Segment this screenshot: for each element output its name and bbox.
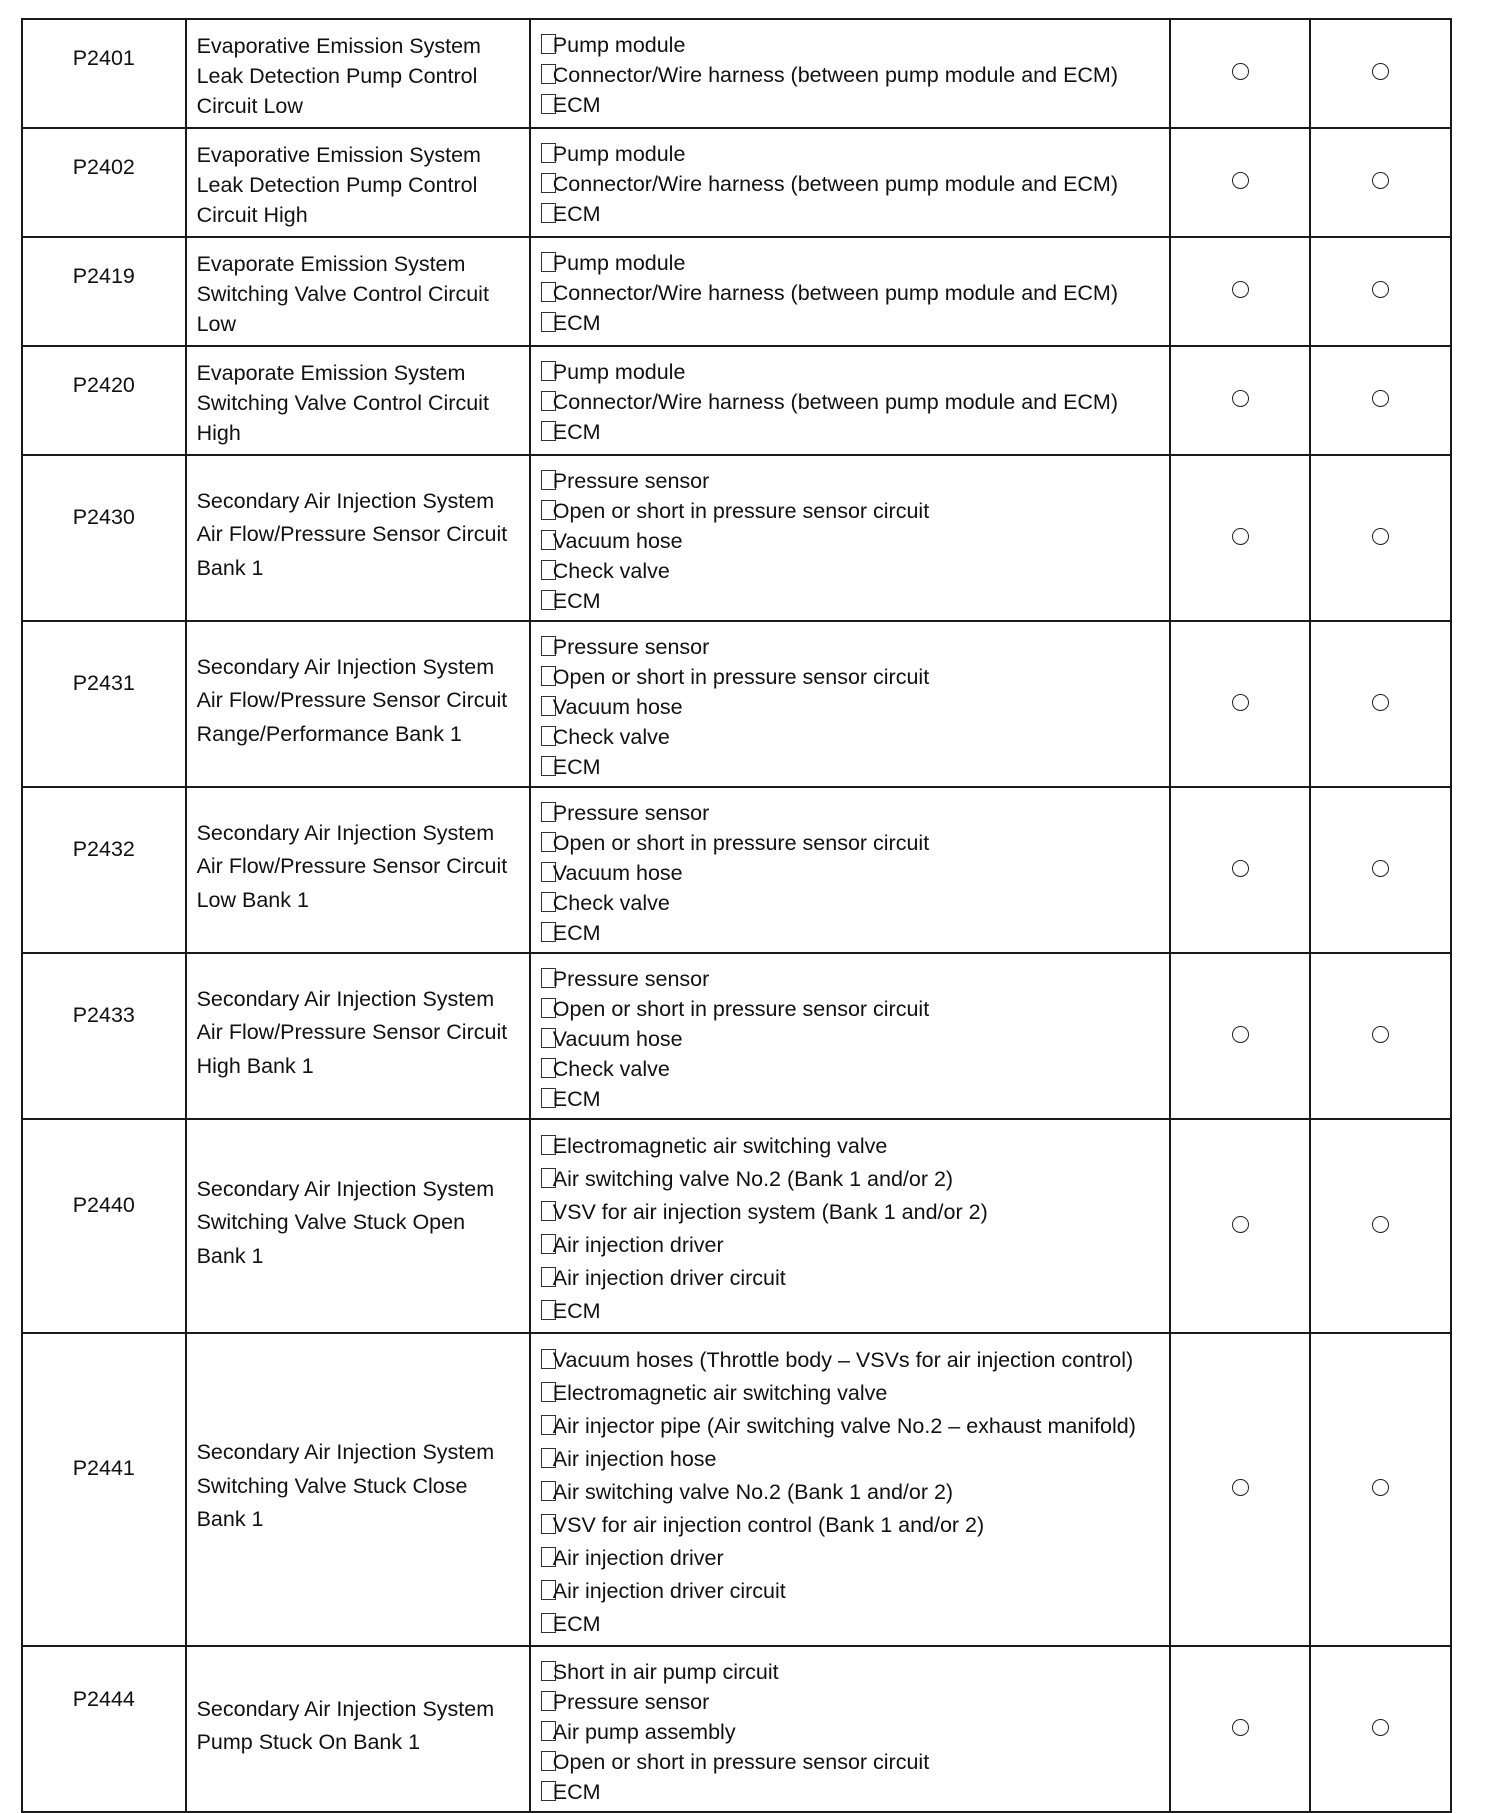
trouble-area-item: Short in air pump circuit <box>541 1657 1163 1687</box>
dtc-code: P2433 <box>22 953 186 1119</box>
dtc-name-line: Pump Stuck On Bank 1 <box>196 1730 421 1754</box>
mark-cell-1 <box>1170 455 1310 621</box>
mark-cell-1 <box>1170 19 1310 128</box>
dtc-detection-item <box>186 787 530 953</box>
dtc-name-line: Secondary Air Injection System <box>196 1176 495 1201</box>
trouble-area-item: ECM <box>541 1608 1163 1641</box>
mark-cell-1 <box>1170 346 1310 455</box>
trouble-area-list <box>530 621 1170 787</box>
trouble-area-list <box>530 953 1170 1119</box>
trouble-area-item: Open or short in pressure sensor circuit <box>541 662 1163 692</box>
dtc-detection-item <box>186 455 530 621</box>
trouble-area-item: Connector/Wire harness (between pump module and ECM) <box>541 387 1163 417</box>
table-row <box>22 787 1451 953</box>
dtc-table <box>21 18 1452 1813</box>
dtc-name-line: Circuit High <box>196 203 308 227</box>
mark-cell-2 <box>1310 787 1451 953</box>
circle-mark-icon <box>1372 1479 1389 1496</box>
trouble-area-item: ECM <box>541 1777 1163 1807</box>
circle-mark-icon <box>1372 860 1389 877</box>
trouble-area-item: Check valve <box>541 556 1163 586</box>
trouble-area-item: VSV for air injection system (Bank 1 and/or 2) <box>541 1196 1163 1229</box>
trouble-area-item: Vacuum hose <box>541 526 1163 556</box>
mark-cell-2 <box>1310 953 1451 1119</box>
trouble-area-list <box>530 1119 1170 1333</box>
table-row <box>22 237 1451 346</box>
dtc-name-line: Evaporate Emission System <box>196 252 466 276</box>
table-row <box>22 1646 1451 1812</box>
dtc-name-line: Evaporate Emission System <box>196 361 466 385</box>
dtc-name-line: Circuit Low <box>196 94 303 118</box>
trouble-area-item: Pressure sensor <box>541 964 1163 994</box>
dtc-name-line: Air Flow/Pressure Sensor Circuit <box>196 854 508 879</box>
trouble-area-item: Pump module <box>541 357 1163 387</box>
trouble-area-item: Pressure sensor <box>541 798 1163 828</box>
dtc-name-line: Air Flow/Pressure Sensor Circuit <box>196 522 508 547</box>
dtc-code: P2401 <box>22 19 186 128</box>
dtc-detection-item <box>186 1119 530 1333</box>
mark-cell-2 <box>1310 128 1451 237</box>
circle-mark-icon <box>1232 172 1249 189</box>
dtc-detection-item <box>186 1333 530 1646</box>
trouble-area-item: Check valve <box>541 1054 1163 1084</box>
dtc-code: P2440 <box>22 1119 186 1333</box>
table-row <box>22 1333 1451 1646</box>
circle-mark-icon <box>1372 1719 1389 1736</box>
circle-mark-icon <box>1232 281 1249 298</box>
circle-mark-icon <box>1232 63 1249 80</box>
dtc-code: P2431 <box>22 621 186 787</box>
dtc-name-line: Air Flow/Pressure Sensor Circuit <box>196 1020 508 1045</box>
trouble-area-item: Pump module <box>541 248 1163 278</box>
circle-mark-icon <box>1372 172 1389 189</box>
circle-mark-icon <box>1232 390 1249 407</box>
dtc-detection-item <box>186 237 530 346</box>
dtc-name-line: Low <box>196 312 237 336</box>
trouble-area-list <box>530 455 1170 621</box>
trouble-area-item: ECM <box>541 1084 1163 1114</box>
trouble-area-item: ECM <box>541 417 1163 447</box>
trouble-area-list <box>530 128 1170 237</box>
dtc-name-line: Secondary Air Injection System <box>196 1440 495 1465</box>
trouble-area-item: Electromagnetic air switching valve <box>541 1377 1163 1410</box>
trouble-area-item: Open or short in pressure sensor circuit <box>541 496 1163 526</box>
mark-cell-1 <box>1170 128 1310 237</box>
circle-mark-icon <box>1232 528 1249 545</box>
trouble-area-list <box>530 1646 1170 1812</box>
trouble-area-item: Connector/Wire harness (between pump module and ECM) <box>541 60 1163 90</box>
dtc-detection-item <box>186 19 530 128</box>
dtc-code: P2419 <box>22 237 186 346</box>
table-row <box>22 19 1451 128</box>
dtc-table-body <box>22 19 1451 1812</box>
mark-cell-1 <box>1170 1333 1310 1646</box>
trouble-area-item: Air injection driver <box>541 1542 1163 1575</box>
dtc-detection-item <box>186 346 530 455</box>
dtc-code: P2430 <box>22 455 186 621</box>
dtc-name-line: High Bank 1 <box>196 1053 314 1078</box>
trouble-area-item: Open or short in pressure sensor circuit <box>541 994 1163 1024</box>
trouble-area-item: ECM <box>541 90 1163 120</box>
dtc-name-line: Low Bank 1 <box>196 887 309 912</box>
mark-cell-1 <box>1170 237 1310 346</box>
circle-mark-icon <box>1232 1719 1249 1736</box>
dtc-name-line: Evaporative Emission System <box>196 143 481 167</box>
dtc-name-line: Secondary Air Injection System <box>196 1696 495 1721</box>
dtc-name-line: Secondary Air Injection System <box>196 820 495 845</box>
trouble-area-list <box>530 787 1170 953</box>
table-row <box>22 621 1451 787</box>
table-row <box>22 455 1451 621</box>
trouble-area-item: ECM <box>541 308 1163 338</box>
dtc-name-line: Switching Valve Stuck Close <box>196 1473 468 1498</box>
dtc-detection-item <box>186 621 530 787</box>
trouble-area-item: ECM <box>541 752 1163 782</box>
trouble-area-item: Pressure sensor <box>541 466 1163 496</box>
trouble-area-item: Vacuum hose <box>541 1024 1163 1054</box>
dtc-name-line: Switching Valve Stuck Open <box>196 1210 466 1235</box>
mark-cell-1 <box>1170 953 1310 1119</box>
mark-cell-2 <box>1310 455 1451 621</box>
trouble-area-item: ECM <box>541 586 1163 616</box>
trouble-area-item: Vacuum hose <box>541 692 1163 722</box>
table-row <box>22 1119 1451 1333</box>
circle-mark-icon <box>1372 528 1389 545</box>
circle-mark-icon <box>1372 63 1389 80</box>
trouble-area-item: Check valve <box>541 888 1163 918</box>
mark-cell-1 <box>1170 787 1310 953</box>
trouble-area-item: VSV for air injection control (Bank 1 and/or 2) <box>541 1509 1163 1542</box>
circle-mark-icon <box>1372 1026 1389 1043</box>
trouble-area-item: Vacuum hoses (Throttle body – VSVs for air injection control) <box>541 1344 1163 1377</box>
mark-cell-2 <box>1310 621 1451 787</box>
circle-mark-icon <box>1232 1216 1249 1233</box>
mark-cell-2 <box>1310 1119 1451 1333</box>
trouble-area-item: Air injection driver circuit <box>541 1262 1163 1295</box>
table-row <box>22 953 1451 1119</box>
dtc-code: P2444 <box>22 1646 186 1812</box>
trouble-area-item: Pressure sensor <box>541 632 1163 662</box>
trouble-area-item: Air injection driver <box>541 1229 1163 1262</box>
trouble-area-list <box>530 19 1170 128</box>
trouble-area-item: ECM <box>541 918 1163 948</box>
trouble-area-list <box>530 346 1170 455</box>
dtc-name-line: Range/Performance Bank 1 <box>196 721 462 746</box>
dtc-code: P2432 <box>22 787 186 953</box>
circle-mark-icon <box>1372 390 1389 407</box>
dtc-name-line: Secondary Air Injection System <box>196 654 495 679</box>
dtc-name-line: High <box>196 421 241 445</box>
table-row <box>22 128 1451 237</box>
dtc-detection-item <box>186 953 530 1119</box>
dtc-code: P2420 <box>22 346 186 455</box>
trouble-area-item: ECM <box>541 1295 1163 1328</box>
dtc-code: P2441 <box>22 1333 186 1646</box>
circle-mark-icon <box>1372 281 1389 298</box>
mark-cell-1 <box>1170 621 1310 787</box>
mark-cell-2 <box>1310 1333 1451 1646</box>
trouble-area-list <box>530 237 1170 346</box>
dtc-name-line: Air Flow/Pressure Sensor Circuit <box>196 688 508 713</box>
trouble-area-item: Check valve <box>541 722 1163 752</box>
mark-cell-2 <box>1310 19 1451 128</box>
circle-mark-icon <box>1232 694 1249 711</box>
trouble-area-item: Air pump assembly <box>541 1717 1163 1747</box>
trouble-area-item: Pressure sensor <box>541 1687 1163 1717</box>
trouble-area-item: Air switching valve No.2 (Bank 1 and/or 2) <box>541 1476 1163 1509</box>
trouble-area-item: Open or short in pressure sensor circuit <box>541 1747 1163 1777</box>
trouble-area-item: ECM <box>541 199 1163 229</box>
dtc-name-line: Leak Detection Pump Control <box>196 173 478 197</box>
trouble-area-item: Connector/Wire harness (between pump module and ECM) <box>541 278 1163 308</box>
trouble-area-item: Air injector pipe (Air switching valve No.2 – exhaust manifold) <box>541 1410 1163 1443</box>
trouble-area-item: Connector/Wire harness (between pump module and ECM) <box>541 169 1163 199</box>
dtc-name-line: Switching Valve Control Circuit <box>196 391 489 415</box>
dtc-name-line: Secondary Air Injection System <box>196 986 495 1011</box>
table-row <box>22 346 1451 455</box>
trouble-area-item: Air injection driver circuit <box>541 1575 1163 1608</box>
trouble-area-item: Vacuum hose <box>541 858 1163 888</box>
dtc-name-line: Bank 1 <box>196 1507 264 1532</box>
trouble-area-item: Pump module <box>541 139 1163 169</box>
dtc-name-line: Leak Detection Pump Control <box>196 64 478 88</box>
dtc-name-line: Bank 1 <box>196 555 264 580</box>
mark-cell-2 <box>1310 237 1451 346</box>
dtc-name-line: Evaporative Emission System <box>196 34 481 58</box>
trouble-area-item: Electromagnetic air switching valve <box>541 1130 1163 1163</box>
circle-mark-icon <box>1372 1216 1389 1233</box>
trouble-area-item: Pump module <box>541 30 1163 60</box>
dtc-name-line: Bank 1 <box>196 1243 264 1268</box>
trouble-area-item: Air switching valve No.2 (Bank 1 and/or 2) <box>541 1163 1163 1196</box>
trouble-area-item: Air injection hose <box>541 1443 1163 1476</box>
mark-cell-1 <box>1170 1119 1310 1333</box>
mark-cell-2 <box>1310 346 1451 455</box>
dtc-name-line: Secondary Air Injection System <box>196 488 495 513</box>
dtc-detection-item <box>186 128 530 237</box>
dtc-name-line: Switching Valve Control Circuit <box>196 282 489 306</box>
circle-mark-icon <box>1232 1026 1249 1043</box>
dtc-detection-item <box>186 1646 530 1812</box>
mark-cell-1 <box>1170 1646 1310 1812</box>
circle-mark-icon <box>1232 1479 1249 1496</box>
trouble-area-item: Open or short in pressure sensor circuit <box>541 828 1163 858</box>
trouble-area-list <box>530 1333 1170 1646</box>
mark-cell-2 <box>1310 1646 1451 1812</box>
dtc-code: P2402 <box>22 128 186 237</box>
circle-mark-icon <box>1232 860 1249 877</box>
circle-mark-icon <box>1372 694 1389 711</box>
